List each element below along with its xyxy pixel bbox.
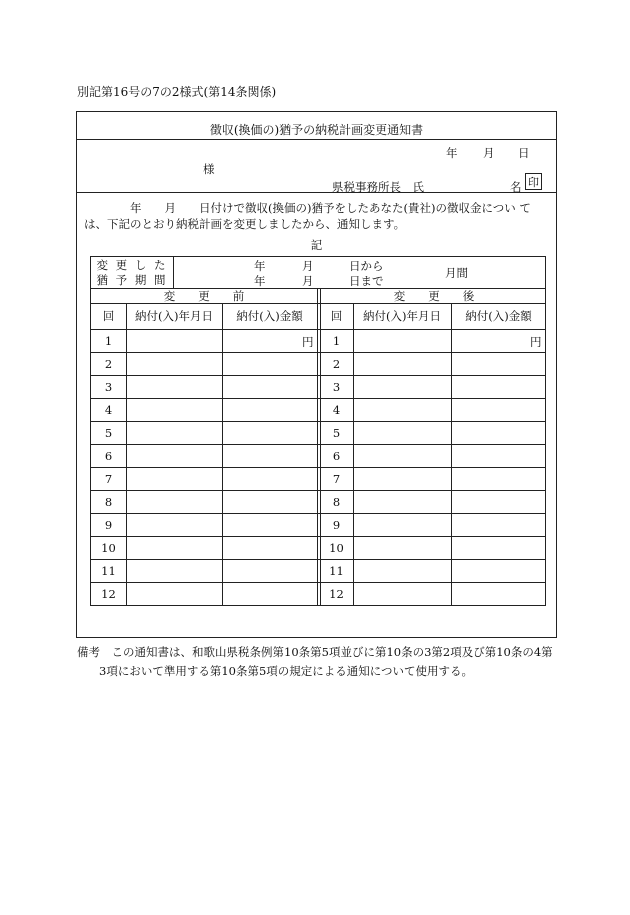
row-number-after: 3 [332,379,341,394]
center-divider-left [317,288,318,605]
row-number-after: 2 [332,356,341,371]
period-from-month: 月 [302,259,314,273]
row-divider [91,467,545,468]
row-divider [91,421,545,422]
row-divider [91,559,545,560]
remark-line-2: 3項において準用する第10条第5項の規定による通知について使用する。 [99,664,474,678]
col-date-before: 納付(入)年月日 [135,309,213,323]
period-from-suffix: 日から [349,259,384,273]
body-line-1: 年 月 日付けで徴収(換価の)猶予をしたあなた(貴社)の徴収金につい て [130,201,531,215]
col-amount-after: 納付(入)金額 [465,309,532,323]
section-before: 変 更 前 [163,288,245,303]
row-number-after: 8 [332,494,341,509]
period-to-year: 年 [254,274,266,288]
period-label-2: 猶 予 期 間 [96,273,168,287]
row-number-before: 2 [104,356,113,371]
header-row-divider [91,329,545,330]
notice-form [76,111,557,638]
period-label-1: 変 更 し た [96,258,168,272]
row-divider [91,536,545,537]
col-date-after: 納付(入)年月日 [363,309,441,323]
row-number-before: 4 [104,402,113,417]
yen-unit-after: 円 [530,335,542,349]
date-year: 年 [446,146,458,160]
period-months: 月間 [445,266,468,280]
form-id: 別記第16号の7の2様式(第14条関係) [77,85,277,99]
row-divider [91,352,545,353]
row-number-before: 5 [104,425,113,440]
row-number-after: 4 [332,402,341,417]
date-day: 日 [518,146,530,160]
row-number-after: 12 [329,586,344,601]
row-number-before: 6 [104,448,113,463]
row-divider [91,398,545,399]
seal-box: 印 [525,173,542,190]
remark-line-1: 備考 この通知書は、和歌山県税条例第10条第5項並びに第10条の3第2項及び第10条の4第 [77,645,553,659]
row-number-after: 6 [332,448,341,463]
row-number-after: 7 [332,471,341,486]
row-number-before: 3 [104,379,113,394]
row-divider [91,513,545,514]
row-number-after: 11 [329,563,344,578]
addressee-suffix: 様 [203,162,215,176]
header-divider [77,192,556,193]
period-from-year: 年 [254,259,266,273]
row-number-before: 11 [101,563,116,578]
issuer-office: 県税事務所長 氏 [332,180,424,194]
col-amount-before: 納付(入)金額 [236,309,303,323]
plan-table [90,256,546,606]
ki-heading: 記 [310,238,323,252]
col-count-after: 回 [330,309,343,323]
row-divider [91,375,545,376]
row-number-before: 9 [104,517,113,532]
period-to-month: 月 [302,274,314,288]
row-number-before: 7 [104,471,113,486]
period-label-divider [173,257,174,288]
row-number-after: 10 [329,540,344,555]
row-number-before: 12 [101,586,116,601]
section-after: 変 更 後 [393,288,475,303]
period-to-suffix: 日まで [349,274,384,288]
issuer-name-char: 名 [510,180,522,194]
form-title: 徴収(換価の)猶予の納税計画変更通知書 [209,123,424,137]
row-number-after: 1 [332,333,341,348]
row-number-before: 10 [101,540,116,555]
title-divider [77,139,556,140]
row-number-before: 1 [104,333,113,348]
row-divider [91,490,545,491]
yen-unit-before: 円 [302,335,314,349]
row-number-before: 8 [104,494,113,509]
row-divider [91,444,545,445]
date-month: 月 [483,146,495,160]
row-number-after: 9 [332,517,341,532]
body-line-2: は、下記のとおり納税計画を変更しましたから、通知します。 [84,217,406,231]
col-count-before: 回 [102,309,115,323]
row-number-after: 5 [332,425,341,440]
row-divider [91,582,545,583]
